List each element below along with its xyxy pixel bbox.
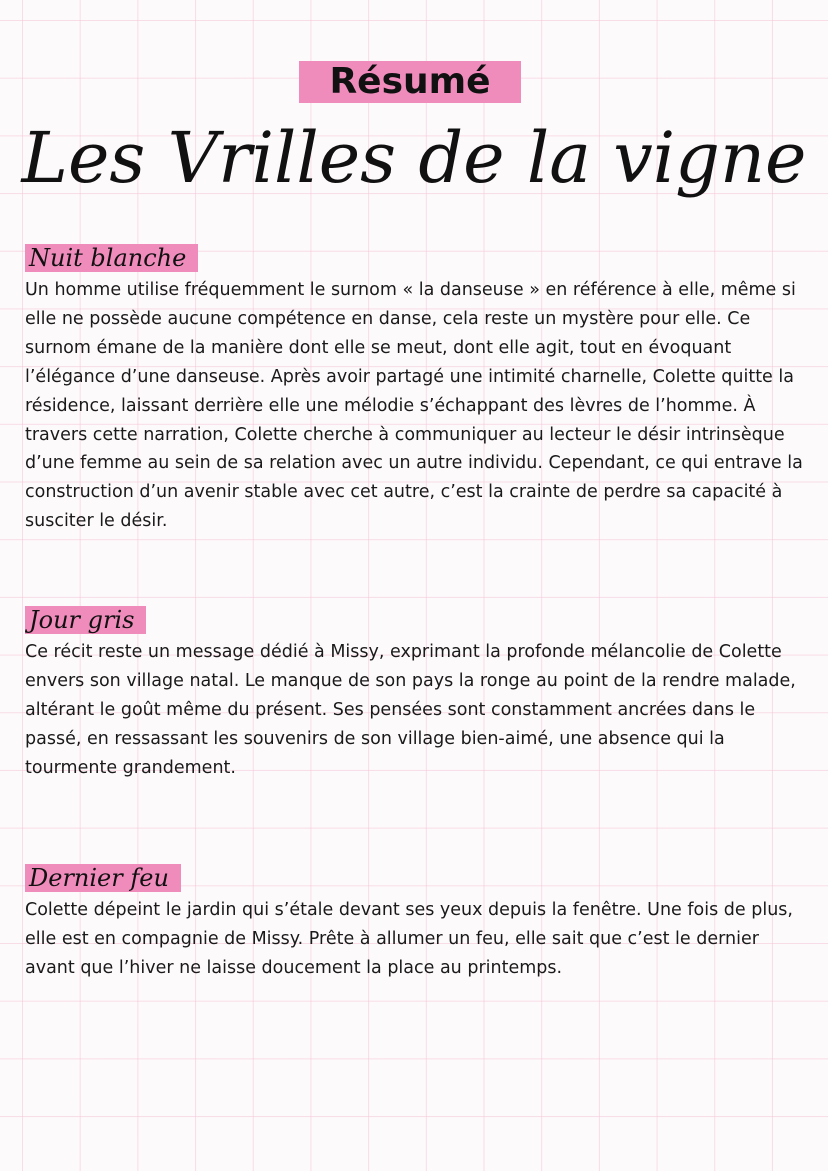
section-body: Colette dépeint le jardin qui s’étale devant ses yeux depuis la fenêtre. Une fois de plus, elle est en compagnie de Missy. Prête à allumer un feu, elle sait que c’est le dernier avant que l’hiver ne laisse doucement la place au printemps. [25,900,793,978]
section-nuit-blanche [25,244,805,536]
document-title: Les Vrilles de la vigne [21,117,807,199]
section-heading: Nuit blanche [25,244,198,272]
section-heading: Jour gris [25,606,146,634]
section-body: Un homme utilise fréquemment le surnom « la danseuse » en référence à elle, même si elle ne possède aucune compétence en danse, cela reste un mystère pour elle. Ce surnom émane de la manière dont elle se meut, dont elle agit, tout en évoquant l’élégance d’une danseuse. Après avoir partagé une intimité charnelle, Colette quitte la résidence, laissant derrière elle une mélodie s’échappant des lèvres de l’homme. À travers cette narration, Colette cherche à communiquer au lecteur le désir intrinsèque d’une femme au sein de sa relation avec un autre individu. Cependant, ce qui entrave la construction d’un avenir stable avec cet autre, c’est la crainte de perdre sa capacité à susciter le désir. [25,280,803,532]
summary-label: Résumé [299,61,521,103]
section-body: Ce récit reste un message dédié à Missy, exprimant la profonde mélancolie de Colette envers son village natal. Le manque de son pays la ronge au point de la rendre malade, altérant le goût même du présent. Ses pensées sont constamment ancrées dans le passé, en ressassant les souvenirs de son village bien-aimé, une absence qui la tourmente grandement. [25,642,796,778]
section-jour-gris [25,606,805,783]
section-heading: Dernier feu [25,864,181,892]
section-dernier-feu [25,864,805,983]
